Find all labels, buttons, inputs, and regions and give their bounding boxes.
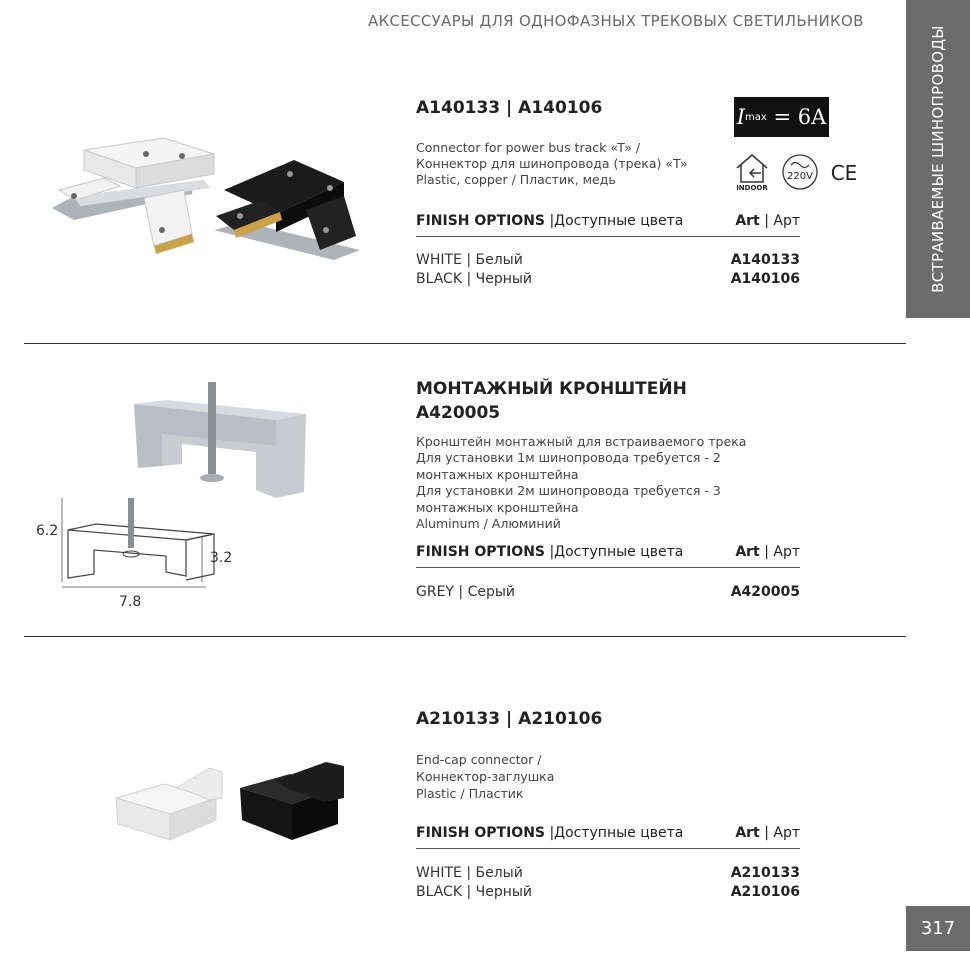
- bracket-photo: [126, 380, 316, 500]
- art-sublabel: | Арт: [759, 213, 800, 229]
- finish-color: WHITE | Белый: [416, 865, 523, 881]
- art-label: Art: [735, 825, 760, 841]
- imax-value: = 6A: [773, 105, 827, 129]
- finish-options-sublabel: |Доступные цвета: [545, 213, 684, 229]
- finish-option-row: [416, 865, 800, 884]
- options-divider: [416, 848, 800, 849]
- section-side-tab: [906, 0, 970, 318]
- finish-option-row: [416, 584, 800, 603]
- finish-option-row: [416, 252, 800, 271]
- product-description-line: Для установки 2м шинопровода требуется - 3: [416, 483, 721, 498]
- product-description-line: Коннектор для шинопровода (трека) «T»: [416, 156, 688, 171]
- finish-option-row: [416, 271, 800, 290]
- finish-color: BLACK | Черный: [416, 884, 533, 900]
- white-t-connector: [52, 138, 214, 254]
- finish-options-sublabel: |Доступные цвета: [545, 544, 684, 560]
- finish-color: GREY | Серый: [416, 584, 516, 600]
- product-title: A420005: [416, 403, 501, 423]
- finish-art: A210106: [730, 884, 800, 900]
- product-description-line: монтажных кронштейна: [416, 467, 579, 482]
- white-end-cap: [116, 768, 222, 840]
- art-sublabel: | Арт: [759, 825, 800, 841]
- section-divider: [24, 343, 906, 344]
- product-description-line: Plastic / Пластик: [416, 786, 524, 801]
- product-description-line: End-cap connector /: [416, 752, 542, 767]
- art-label: Art: [735, 544, 760, 560]
- dimension-width: 7.8: [119, 594, 142, 610]
- ce-mark-label: CE: [830, 161, 858, 184]
- product-description-line: Aluminum / Алюминий: [416, 516, 561, 531]
- indoor-icon: [734, 152, 770, 192]
- art-label: Art: [735, 213, 760, 229]
- finish-options-sublabel: |Доступные цвета: [545, 825, 684, 841]
- finish-color: BLACK | Черный: [416, 271, 533, 287]
- dimension-depth: 3.2: [210, 550, 233, 566]
- imax-subscript: max: [745, 111, 767, 123]
- ce-mark-icon: [828, 160, 860, 184]
- voltage-icon: [780, 152, 820, 192]
- finish-option-row: [416, 884, 800, 903]
- finish-art: A420005: [730, 584, 800, 600]
- section-divider: [24, 636, 906, 637]
- options-divider: [416, 236, 800, 237]
- voltage-label: 220V: [787, 171, 813, 182]
- finish-color: WHITE | Белый: [416, 252, 523, 268]
- finish-options-label: FINISH OPTIONS: [416, 825, 545, 841]
- finish-art: A140133: [730, 252, 800, 268]
- product-description-line: Коннектор-заглушка: [416, 769, 555, 784]
- product-description-line: Plastic, copper / Пластик, медь: [416, 172, 616, 187]
- page-header-title: АКСЕССУАРЫ ДЛЯ ОДНОФАЗНЫХ ТРЕКОВЫХ СВЕТИЛЬНИКОВ: [368, 12, 864, 30]
- finish-options-label: FINISH OPTIONS: [416, 544, 545, 560]
- dimension-height: 6.2: [36, 523, 59, 539]
- product-description-line: Кронштейн монтажный для встраиваемого трека: [416, 434, 747, 449]
- finish-art: A140106: [730, 271, 800, 287]
- product-title: A210133 | A210106: [416, 709, 603, 729]
- options-divider: [416, 567, 800, 568]
- black-end-cap: [240, 762, 344, 840]
- page-number: 317: [906, 906, 970, 951]
- art-sublabel: | Арт: [759, 544, 800, 560]
- product-description-line: Для установки 1м шинопровода требуется - 2: [416, 450, 721, 465]
- product-title: МОНТАЖНЫЙ КРОНШТЕЙН: [416, 379, 687, 399]
- section-side-tab-label: ВСТРАИВАЕМЫЕ ШИНОПРОВОДЫ: [929, 25, 947, 293]
- indoor-label: INDOOR: [736, 184, 768, 192]
- imax-badge: [734, 97, 829, 137]
- finish-options-label: FINISH OPTIONS: [416, 213, 545, 229]
- product-description-line: монтажных кронштейна: [416, 500, 579, 515]
- imax-symbol: I: [736, 105, 745, 129]
- product-title: A140133 | A140106: [416, 98, 603, 118]
- bracket-dimension-drawing: [36, 490, 236, 600]
- black-t-connector: [214, 160, 360, 260]
- t-connector-image: [44, 130, 364, 270]
- product-description-line: Connector for power bus track «T» /: [416, 140, 641, 155]
- finish-art: A210133: [730, 865, 800, 881]
- end-cap-image: [110, 758, 350, 858]
